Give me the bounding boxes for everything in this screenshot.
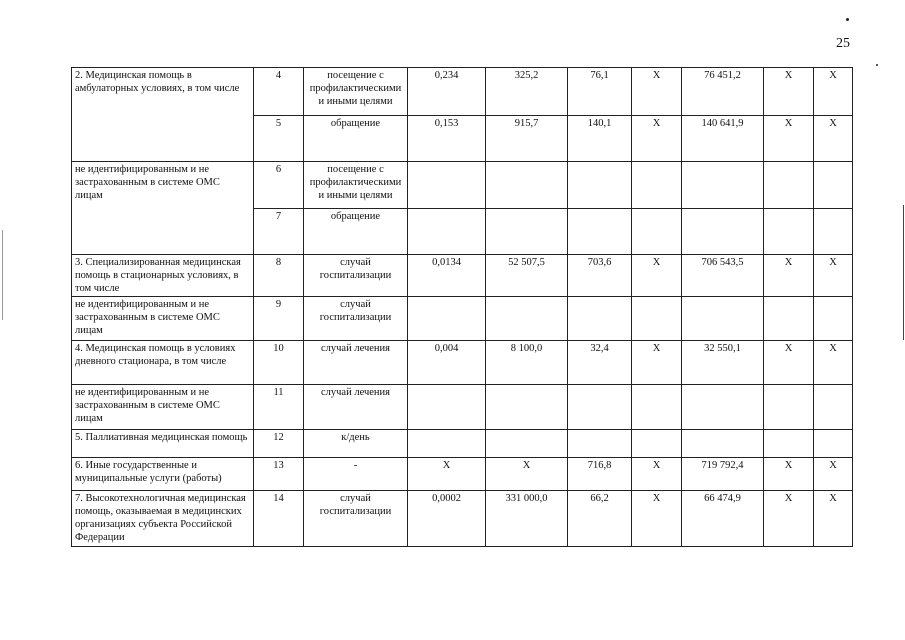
value-cell [682, 162, 764, 209]
value-cell [814, 209, 853, 255]
value-cell [682, 297, 764, 341]
medical-care-volume-table [71, 67, 853, 547]
table-row [72, 341, 853, 385]
value-cell: 0,004 [408, 341, 486, 385]
value-cell [568, 297, 632, 341]
scan-speck [846, 18, 849, 21]
value-cell: X [632, 458, 682, 491]
value-cell: X [814, 458, 853, 491]
row-name: не идентифицированным и не застрахованным в системе ОМС лицам [72, 162, 254, 255]
row-number: 9 [254, 297, 304, 341]
value-cell [486, 297, 568, 341]
value-cell: 140,1 [568, 116, 632, 162]
value-cell: 0,234 [408, 68, 486, 116]
row-number: 5 [254, 116, 304, 162]
unit-cell: обращение [304, 209, 408, 255]
value-cell: X [764, 491, 814, 547]
value-cell [814, 162, 853, 209]
value-cell: 32 550,1 [682, 341, 764, 385]
value-cell [682, 430, 764, 458]
value-cell [682, 385, 764, 430]
value-cell [764, 430, 814, 458]
value-cell: 52 507,5 [486, 255, 568, 297]
row-number: 4 [254, 68, 304, 116]
page-number: 25 [836, 36, 850, 51]
row-number: 12 [254, 430, 304, 458]
value-cell [568, 162, 632, 209]
value-cell [408, 430, 486, 458]
value-cell: 703,6 [568, 255, 632, 297]
scan-edge-line [903, 205, 904, 340]
value-cell [814, 385, 853, 430]
value-cell: X [814, 255, 853, 297]
value-cell: 66,2 [568, 491, 632, 547]
value-cell: X [814, 341, 853, 385]
value-cell [408, 162, 486, 209]
row-number: 13 [254, 458, 304, 491]
value-cell: 76,1 [568, 68, 632, 116]
value-cell: X [632, 341, 682, 385]
value-cell [408, 209, 486, 255]
unit-cell: к/день [304, 430, 408, 458]
value-cell [632, 385, 682, 430]
value-cell [814, 297, 853, 341]
unit-cell: случай госпитализации [304, 297, 408, 341]
value-cell: 719 792,4 [682, 458, 764, 491]
unit-cell: случай лечения [304, 385, 408, 430]
table-row [72, 430, 853, 458]
value-cell [408, 297, 486, 341]
value-cell: X [632, 491, 682, 547]
value-cell: X [408, 458, 486, 491]
row-name: 3. Специализированная медицинская помощь в стационарных условиях, в том числе [72, 255, 254, 297]
value-cell: X [764, 68, 814, 116]
value-cell: 0,153 [408, 116, 486, 162]
value-cell: X [632, 116, 682, 162]
row-number: 14 [254, 491, 304, 547]
scan-speck [876, 64, 878, 66]
value-cell [486, 162, 568, 209]
value-cell: X [632, 255, 682, 297]
row-number: 11 [254, 385, 304, 430]
value-cell [408, 385, 486, 430]
value-cell: 32,4 [568, 341, 632, 385]
row-number: 7 [254, 209, 304, 255]
table-row [72, 458, 853, 491]
value-cell [568, 385, 632, 430]
value-cell: 140 641,9 [682, 116, 764, 162]
row-name: 6. Иные государственные и муниципальные услуги (работы) [72, 458, 254, 491]
value-cell [764, 297, 814, 341]
value-cell [632, 162, 682, 209]
unit-cell: случай лечения [304, 341, 408, 385]
scan-edge-line [2, 230, 3, 320]
value-cell: 331 000,0 [486, 491, 568, 547]
unit-cell: посещение с профилактическими и иными целями [304, 68, 408, 116]
value-cell: 706 543,5 [682, 255, 764, 297]
table-row [72, 162, 853, 209]
value-cell: X [486, 458, 568, 491]
row-name: 2. Медицинская помощь в амбулаторных условиях, в том числе [72, 68, 254, 162]
row-name: 7. Высокотехнологичная медицинская помощь, оказываемая в медицинских организациях субъекта Российской Федерации [72, 491, 254, 547]
value-cell [632, 209, 682, 255]
unit-cell: посещение с профилактическими и иными целями [304, 162, 408, 209]
value-cell: 915,7 [486, 116, 568, 162]
value-cell [764, 209, 814, 255]
value-cell: 716,8 [568, 458, 632, 491]
value-cell: 76 451,2 [682, 68, 764, 116]
table-row [72, 491, 853, 547]
value-cell [568, 430, 632, 458]
value-cell [682, 209, 764, 255]
value-cell: X [764, 341, 814, 385]
table-row [72, 297, 853, 341]
value-cell [568, 209, 632, 255]
value-cell: X [764, 116, 814, 162]
value-cell: X [814, 491, 853, 547]
value-cell: X [764, 255, 814, 297]
unit-cell: случай госпитализации [304, 255, 408, 297]
row-name: 5. Паллиативная медицинская помощь [72, 430, 254, 458]
row-name: не идентифицированным и не застрахованным в системе ОМС лицам [72, 297, 254, 341]
value-cell [764, 385, 814, 430]
row-number: 8 [254, 255, 304, 297]
row-name: 4. Медицинская помощь в условиях дневного стационара, в том числе [72, 341, 254, 385]
value-cell: 8 100,0 [486, 341, 568, 385]
value-cell [764, 162, 814, 209]
value-cell: X [814, 116, 853, 162]
row-number: 10 [254, 341, 304, 385]
table-row [72, 255, 853, 297]
value-cell: X [764, 458, 814, 491]
value-cell [486, 430, 568, 458]
unit-cell: - [304, 458, 408, 491]
value-cell: 66 474,9 [682, 491, 764, 547]
value-cell: X [632, 68, 682, 116]
value-cell [632, 430, 682, 458]
table-row [72, 68, 853, 116]
value-cell [486, 209, 568, 255]
value-cell: X [814, 68, 853, 116]
table-row [72, 385, 853, 430]
value-cell [486, 385, 568, 430]
unit-cell: случай госпитализации [304, 491, 408, 547]
row-number: 6 [254, 162, 304, 209]
value-cell: 0,0002 [408, 491, 486, 547]
row-name: не идентифицированным и не застрахованным в системе ОМС лицам [72, 385, 254, 430]
value-cell [632, 297, 682, 341]
unit-cell: обращение [304, 116, 408, 162]
value-cell [814, 430, 853, 458]
value-cell: 325,2 [486, 68, 568, 116]
value-cell: 0,0134 [408, 255, 486, 297]
